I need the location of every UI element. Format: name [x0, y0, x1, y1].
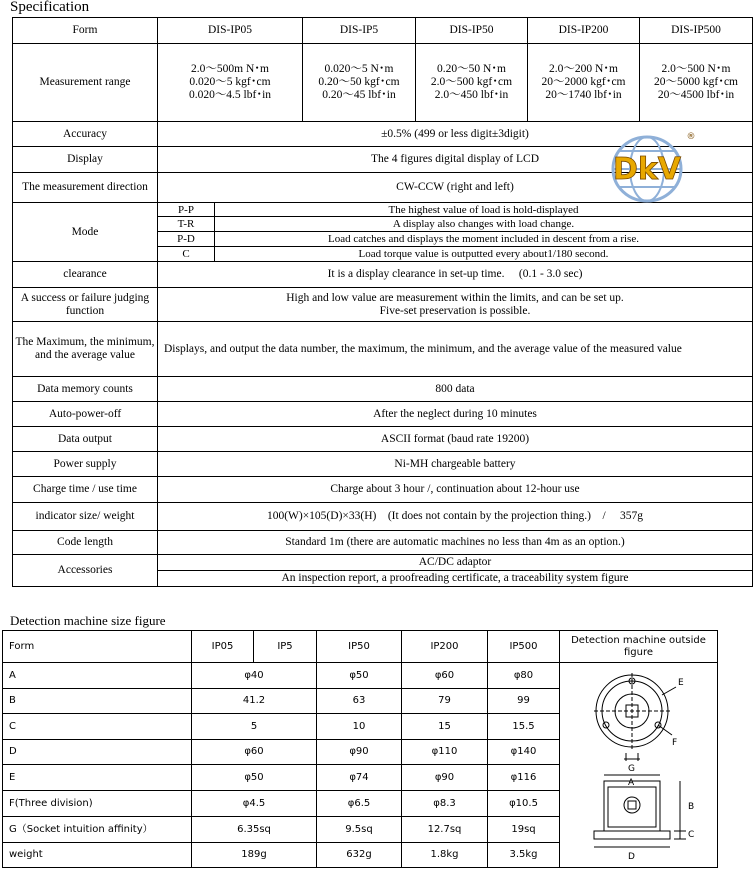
accessories-value: An inspection report, a proofreading certificate, a traceability system figure [158, 571, 753, 587]
dim-value: 99 [488, 689, 560, 714]
svg-text:B: B [687, 802, 694, 812]
model-header: DIS-IP05 [158, 18, 303, 44]
mode-desc: Load torque value is outputted every about1/180 second. [215, 247, 753, 262]
model-header: DIS-IP500 [640, 18, 753, 44]
specification-table [12, 17, 753, 587]
table-row [13, 44, 753, 122]
table-row [13, 402, 753, 427]
dim-value: 632g [317, 843, 402, 868]
dim-value: φ40 [192, 663, 317, 689]
table-row [13, 18, 753, 44]
table-row [13, 427, 753, 452]
output-value: ASCII format (baud rate 19200) [158, 427, 753, 452]
dim-value: φ6.5 [317, 791, 402, 817]
dim-value: φ10.5 [488, 791, 560, 817]
direction-label: The measurement direction [13, 173, 158, 203]
accessories-label: Accessories [13, 555, 158, 587]
dim-label: D [3, 740, 192, 765]
dim-value: 9.5sq [317, 817, 402, 843]
mode-desc: A display also changes with load change. [215, 217, 753, 232]
dim-label: E [3, 765, 192, 791]
model-header: DIS-IP200 [528, 18, 640, 44]
size-label: indicator size/ weight [13, 503, 158, 531]
svg-text:F: F [671, 738, 677, 748]
power-value: Ni-MH chargeable battery [158, 452, 753, 477]
judging-value: High and low value are measurement within the limits, and can be set up. Five-set preservation is possible. [158, 288, 753, 322]
dim-value: φ60 [192, 740, 317, 765]
detection-machine-outside-figure [564, 663, 714, 863]
model-header: IP50 [317, 631, 402, 663]
svg-text:A: A [627, 778, 634, 788]
model-header: IP500 [488, 631, 560, 663]
form-label: Form [3, 631, 192, 663]
mode-code: P-D [158, 232, 215, 247]
dim-value: 19sq [488, 817, 560, 843]
range-label: Measurement range [13, 44, 158, 122]
outside-figure-cell [560, 663, 718, 868]
mode-desc: Load catches and displays the moment included in descent from a rise. [215, 232, 753, 247]
range-cell: 0.20～50 N･m 2.0～500 kgf･cm 2.0～450 lbf･in [416, 44, 528, 122]
dim-value: 63 [317, 689, 402, 714]
dim-value: 41.2 [192, 689, 317, 714]
model-header: IP200 [402, 631, 488, 663]
spec-title: Specification [10, 0, 90, 15]
maxmin-label: The Maximum, the minimum, and the average value [13, 322, 158, 377]
dim-value: φ4.5 [192, 791, 317, 817]
mode-desc: The highest value of load is hold-displayed [215, 203, 753, 217]
dim-value: 5 [192, 714, 317, 740]
model-header: IP5 [254, 631, 317, 663]
dim-value: 3.5kg [488, 843, 560, 868]
clearance-value: It is a display clearance in set-up time. (0.1 - 3.0 sec) [158, 262, 753, 288]
dim-value: 10 [317, 714, 402, 740]
figure-label: Detection machine outside figure [560, 631, 718, 663]
table-row [13, 531, 753, 555]
maxmin-value: Displays, and output the data number, the maximum, the minimum, and the average value of the measured value [158, 322, 753, 377]
dim-value: φ140 [488, 740, 560, 765]
dim-label: weight [3, 843, 192, 868]
autooff-label: Auto-power-off [13, 402, 158, 427]
size-value: 100(W)×105(D)×33(H) (It does not contain by the projection thing.) / 357g [158, 503, 753, 531]
dim-label: A [3, 663, 192, 689]
display-value: The 4 figures digital display of LCD [158, 147, 753, 173]
judging-label: A success or failure judging function [13, 288, 158, 322]
svg-text:E: E [677, 678, 684, 688]
model-header: DIS-IP50 [416, 18, 528, 44]
table-row [13, 555, 753, 571]
dkv-logo [601, 129, 697, 209]
mode-code: C [158, 247, 215, 262]
mode-label: Mode [13, 203, 158, 262]
dim-value: φ90 [402, 765, 488, 791]
table-row [13, 322, 753, 377]
output-label: Data output [13, 427, 158, 452]
memory-label: Data memory counts [13, 377, 158, 402]
dim-value: φ50 [317, 663, 402, 689]
dim-value: φ50 [192, 765, 317, 791]
code-label: Code length [13, 531, 158, 555]
dim-value: φ90 [317, 740, 402, 765]
dim-value: 6.35sq [192, 817, 317, 843]
dim-value: 1.8kg [402, 843, 488, 868]
accuracy-label: Accuracy [13, 122, 158, 147]
display-label: Display [13, 147, 158, 173]
range-cell: 2.0～500 N･m 20～5000 kgf･cm 20～4500 lbf･in [640, 44, 753, 122]
accessories-value: AC/DC adaptor [158, 555, 753, 571]
svg-text:DkV: DkV [612, 152, 682, 187]
dim-value: 79 [402, 689, 488, 714]
svg-text:®: ® [686, 132, 696, 142]
table-row [13, 503, 753, 531]
dim-label: B [3, 689, 192, 714]
range-cell: 0.020～5 N･m 0.20～50 kgf･cm 0.20～45 lbf･in [303, 44, 416, 122]
dim-value: 12.7sq [402, 817, 488, 843]
memory-value: 800 data [158, 377, 753, 402]
dim-value: φ80 [488, 663, 560, 689]
detection-size-table [2, 630, 718, 868]
code-value: Standard 1m (there are automatic machines no less than 4m as an option.) [158, 531, 753, 555]
model-header: IP05 [192, 631, 254, 663]
svg-text:D: D [627, 852, 635, 862]
dim-value: 15 [402, 714, 488, 740]
table-row [13, 477, 753, 503]
range-cell: 2.0～200 N･m 20～2000 kgf･cm 20～1740 lbf･in [528, 44, 640, 122]
clearance-label: clearance [13, 262, 158, 288]
dim-value: φ8.3 [402, 791, 488, 817]
accuracy-value: ±0.5% (499 or less digit±3digit) [158, 122, 753, 147]
autooff-value: After the neglect during 10 minutes [158, 402, 753, 427]
charge-value: Charge about 3 hour /, continuation about 12-hour use [158, 477, 753, 503]
dim-value: φ74 [317, 765, 402, 791]
dim-value: φ116 [488, 765, 560, 791]
dim-label: F(Three division) [3, 791, 192, 817]
table-row [3, 663, 718, 689]
form-label: Form [13, 18, 158, 44]
table-row [13, 452, 753, 477]
dim-label: C [3, 714, 192, 740]
dim-value: 15.5 [488, 714, 560, 740]
detection-title: Detection machine size figure [10, 613, 166, 628]
mode-code: T-R [158, 217, 215, 232]
dim-value: φ110 [402, 740, 488, 765]
svg-text:G: G [627, 764, 635, 774]
charge-label: Charge time / use time [13, 477, 158, 503]
range-cell: 2.0～500m N･m 0.020～5 kgf･cm 0.020～4.5 lbf･in [158, 44, 303, 122]
table-row [3, 631, 718, 663]
table-row [13, 262, 753, 288]
model-header: DIS-IP5 [303, 18, 416, 44]
direction-value: CW-CCW (right and left) [158, 173, 753, 203]
dim-value: 189g [192, 843, 317, 868]
dim-value: φ60 [402, 663, 488, 689]
table-row [13, 288, 753, 322]
power-label: Power supply [13, 452, 158, 477]
dim-label: G（Socket intuition affinity） [3, 817, 192, 843]
svg-text:C: C [687, 830, 694, 840]
mode-code: P-P [158, 203, 215, 217]
table-row [13, 377, 753, 402]
